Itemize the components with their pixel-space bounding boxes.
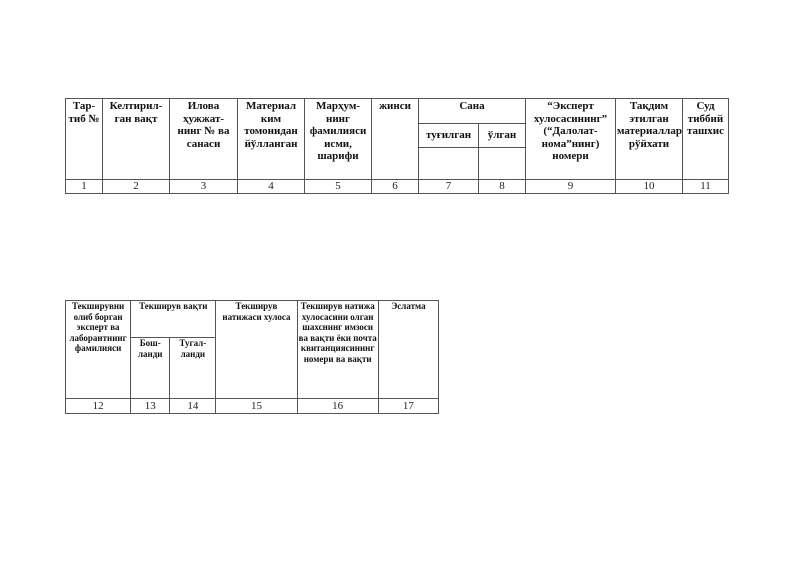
header-materials-list: Тақдим этилган материаллар рўйхати bbox=[616, 99, 683, 180]
header-attached-document: Илова ҳужжат-нинг № ва санаси bbox=[170, 99, 238, 180]
header-date-born: туғилган bbox=[419, 124, 479, 148]
column-number: 1 bbox=[66, 180, 103, 194]
column-number: 2 bbox=[103, 180, 170, 194]
column-number: 12 bbox=[66, 399, 131, 414]
column-number: 9 bbox=[526, 180, 616, 194]
column-number: 5 bbox=[305, 180, 372, 194]
header-notes: Эслатма bbox=[378, 301, 438, 399]
column-number: 10 bbox=[616, 180, 683, 194]
column-number: 15 bbox=[216, 399, 297, 414]
column-numbers-row bbox=[66, 180, 729, 194]
register-table-part-2 bbox=[65, 300, 439, 414]
header-arrival-time: Келтирил-ган вақт bbox=[103, 99, 170, 180]
header-exam-finished: Тугал-ланди bbox=[170, 338, 216, 399]
register-table-part-1 bbox=[65, 98, 729, 194]
column-number: 17 bbox=[378, 399, 438, 414]
header-date-died: ўлган bbox=[479, 124, 526, 148]
header-expert-name: Текширувни олиб борган эксперт ва лаборантнинг фамилияси bbox=[66, 301, 131, 399]
header-deceased-name: Марҳум-нинг фамилияси исми, шарифи bbox=[305, 99, 372, 180]
date-born-empty-cell bbox=[419, 148, 479, 180]
header-sex: жинси bbox=[372, 99, 419, 180]
header-recipient-signature: Текширув натижа хулосасини олган шахснинг имзоси ва вақти ёки почта квитанциясининг номери ва вақти bbox=[297, 301, 378, 399]
date-died-empty-cell bbox=[479, 148, 526, 180]
header-forensic-diagnosis: Суд тиббий ташхис bbox=[683, 99, 729, 180]
header-exam-started: Бош-ланди bbox=[131, 338, 170, 399]
header-exam-time-group: Текширув вақти bbox=[131, 301, 216, 338]
header-expert-conclusion-number: “Эксперт хулосасининг” (“Далолат-нома”нинг) номери bbox=[526, 99, 616, 180]
header-order-number: Тар-тиб № bbox=[66, 99, 103, 180]
column-numbers-row bbox=[66, 399, 439, 414]
column-number: 16 bbox=[297, 399, 378, 414]
header-date-group: Сана bbox=[419, 99, 526, 124]
column-number: 4 bbox=[238, 180, 305, 194]
column-number: 13 bbox=[131, 399, 170, 414]
column-number: 14 bbox=[170, 399, 216, 414]
column-number: 3 bbox=[170, 180, 238, 194]
header-exam-result: Текширув натижаси хулоса bbox=[216, 301, 297, 399]
column-number: 11 bbox=[683, 180, 729, 194]
header-material-sender: Материал ким томонидан йўлланган bbox=[238, 99, 305, 180]
column-number: 6 bbox=[372, 180, 419, 194]
column-number: 8 bbox=[479, 180, 526, 194]
column-number: 7 bbox=[419, 180, 479, 194]
